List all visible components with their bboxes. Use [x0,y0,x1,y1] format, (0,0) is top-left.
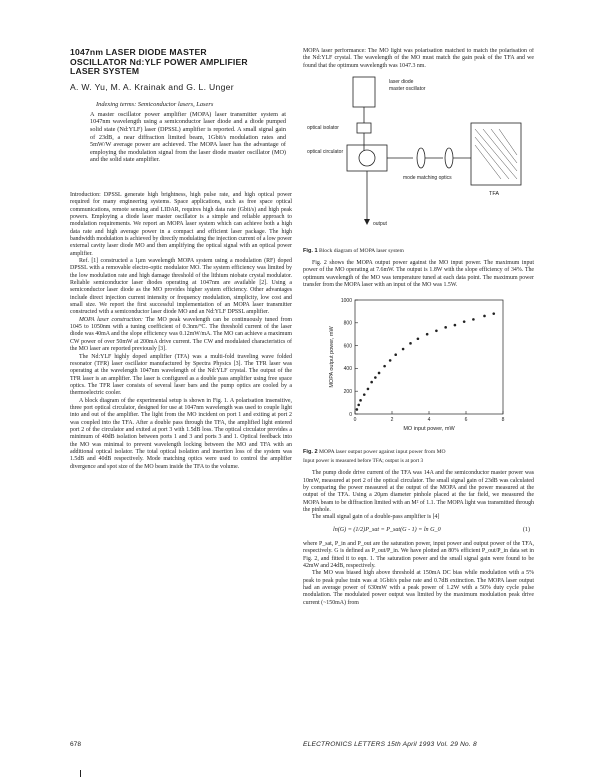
lens-1 [417,148,425,168]
left-paragraph [70,354,292,398]
data-point [472,318,475,321]
data-point [417,338,420,341]
isolator-box [357,123,371,133]
chart-points [356,313,496,411]
data-point [426,333,429,336]
tfa-amplifier [471,123,521,185]
label-tfa: TFA [489,191,500,198]
y-tick-label: 800 [343,321,352,328]
right-body-text-1: Fig. 2 shows the MOPA output power against the MO input power. The maximum input power of the MO operating at 7.6mW. The output is 1.8W with the slope efficiency of 34%. The optimum wavelength of the MO was temperature tuned at each data point. The maximum power transfer from the MOPA laser with an input of the MO was 1.5W. [303,260,534,289]
right-body-text-2b: The small signal gain of a double-pass amplifier is [4] [312,514,440,521]
data-point [483,315,486,318]
x-tick-label: 4 [427,417,431,424]
y-tick-label: 1000 [340,298,352,305]
data-point [444,326,447,329]
figure-2-caption-text: MOPA laser output power against input power from MO [319,449,446,456]
abstract-block [90,101,286,164]
abstract-text: A master oscillator power amplifier (MOPA) laser transmitter system at 1047nm wavelength using a semiconductor laser diode and a diode pumped solid state (Nd:YLF) laser (DPSSL) amplifier is reported. A small signal gain of 23dB, a near diffraction limited beam, 1Gbit/s modulation rates and 5mW/W average power are achieved. The MOPA laser has the advantage of employing the modulation signal from the laser diode master oscillator (MO) and the solid state amplifier. [90,110,286,164]
indexing-terms: Indexing terms: Semiconductor lasers, Lasers [96,100,214,108]
right-body-text-2: The pump diode drive current of the TFA was 14A and the semiconductor master power was 10mW, measured at port 2 of the optical circulator. The small signal gain of 23dB was calculated by comparing the power measured at the output of the MOPA and the power measured at the output of the TFA. Using a 20μm diameter pinhole placed at the far field, we measured the MOPA beam to be diffraction limited with an M² of 1.1. The MOPA light was transmitted through the pinhole. [303,470,534,514]
abstract-spacer [70,164,292,192]
data-point [435,330,438,333]
paragraph-text: A block diagram of the experimental setup is shown in Fig. 1. A polarisation insensitive, three port optical circulator, designed for use at 1047nm wavelength was used to couple light into and out of the amplifier. The light from the MO incident on port 1 and exiting at port 2 was coupled into the TFA. After a double pass through the TFA, the amplified light entered port 2 of the circulator and exited at port 3 with 1.5dB loss. The optical circulator provides a minimum of 40dB isolation between ports 1 and 3 and ports 3 and 1. Optical feedback into the MO was minimal to prevent wavelength locking between the MO and TFA with an additional optical isolator. The total optical isolation and insertion loss of the system was 1.5dB and 40dB respectively. Mode matching optics were used to control the amplifier divergence and spot size of the MO beam inside the TFA to the volume. [70,397,292,470]
paragraph-text: The Nd:YLF highly doped amplifier (TFA) was a multi-fold traveling wave folded resonator (TFR) laser oscillator manufactured by Spectra Physics [3]. The TFR laser was operating at the wavelength 1047nm wavelength of the Nd:YLF crystal. The output of the TFR laser is an amplifier. The laser is configured as a double pass amplifier using free space optics. The TFR laser consists of several laser bars and the pump optics are cooled by a thermoelectric cooler. [70,353,292,397]
left-paragraph [70,192,292,258]
data-point [492,313,495,316]
y-tick-label: 0 [349,412,352,419]
label-optical-isolator: optical isolator [307,125,339,132]
left-body-text [70,192,292,471]
equation-expression: ln(G) = (1/2)P_sat = P_sat(G - 1) = ln G_0 [333,526,441,533]
figure-1-caption-text: Block diagram of MOPA laser system [319,248,404,255]
right-body-text-4: The MO was biased high above threshold at 150mA DC bias while modulation with a 5% peak to peak pulse train was at 1Gbit/s pulse rate and 0.7dB extinction. The MOPA laser output had an average power of 630mW with a peak power of 1.2W with a 50% duty cycle pulse modulation. The modulated power output was limited by the maximum modulation peak drive current (~150mA) from [303,570,534,606]
data-point [357,404,360,407]
figure-2-subcaption: Input power is measured before TFA; output is at port 3 [303,458,424,465]
left-paragraph [70,317,292,354]
data-point [409,342,412,345]
left-paragraph [70,398,292,471]
data-point [463,321,466,324]
label-laser-diode: laser diode [389,79,414,86]
data-point [356,409,359,412]
article-title: 1047nm LASER DIODE MASTER OSCILLATOR Nd:YLF POWER AMPLIFIER LASER SYSTEM [70,48,248,77]
left-column [70,48,292,720]
x-tick-label: 6 [464,417,468,424]
x-tick-label: 2 [390,417,394,424]
equation-1 [303,525,534,538]
data-point [383,365,386,368]
right-body-text-3: where P_sat, P_in and P_out are the saturation power, input power and output power of the TFA, respectively. G is defined as P_out/P_in. We have plotted an 80% efficient P_out/P_in data set in Fig. 2, and fitted it to eqn. 1. The saturation power and the small signal gain were found to be 42mW and 24dB, respectively. [303,540,534,569]
page-number: 678 [70,741,82,748]
label-mode-matching: mode matching optics [403,175,452,182]
equation-number: (1) [522,526,530,533]
label-output: output [373,221,387,228]
data-point [363,394,366,397]
left-paragraph [70,258,292,317]
figure-2 [303,292,534,447]
data-point [359,399,362,402]
figure-1 [303,73,534,246]
chart-y-label: MOPA output power, mW [329,326,335,389]
chart-axes [341,298,505,423]
laser-diode-box [353,77,375,107]
label-master-oscillator: master oscillator [389,86,426,93]
data-point [389,360,392,363]
figure-1-diagram [303,73,534,241]
x-tick-label: 8 [501,417,505,424]
circulator-symbol [359,150,375,166]
x-tick-label: 0 [353,417,357,424]
article-authors: A. W. Yu, M. A. Krainak and G. L. Unger [70,81,234,92]
circulator-box [347,145,387,171]
data-point [454,324,457,327]
figure-2-chart [303,292,534,442]
right-column [303,48,534,720]
figure-1-caption [303,248,534,255]
data-point [374,377,377,380]
lens-2 [445,148,453,168]
y-tick-label: 200 [343,389,352,396]
right-top-text: MOPA laser performance: The MO light was polarisation matched to match the polarisation of the Nd:YLF crystal. The wavelength of the MO must match the gain peak of the TFA and we found that the optimum wavelength was 1047.3 nm. [303,48,534,69]
chart-x-label: MO input power, mW [403,426,455,433]
paragraph-text: Introduction: DPSSL generate high brightness, high pulse rate, and high optical power required for many engineering systems. Space applications, such as free space optical communications, remote sensing and LIDAR, requires high data rate (Gbit/s) and high peak powers. Employing a diode laser master oscillator is a simple and reliable approach to modulation requirements. We report an MOPA laser system which can achieve both a high data rate and high average power in a compact and efficient laser package. The high bandwidth modulation is achieved by directly modulating the injection current of a low power external cavity laser diode MO and then amplifying the optical signal with an optical power amplifier. [70,191,292,257]
y-tick-label: 600 [343,343,352,350]
y-tick-label: 400 [343,366,352,373]
paragraph-text: The MO peak wavelength can be continuously tuned from 1045 to 1050nm with a tuning coefficient of 0.3nm/°C. The threshold current of the laser diode was 40mA and the slope efficiency was 0.12mW/mA. The MO can achieve a maximum CW power of over 50mW at 200mA drive current. The CW and modulated characteristics of the MO laser are reported previously [3]. [70,316,292,353]
label-circulator: optical circulator [307,149,344,156]
data-point [402,348,405,351]
margin-mark [80,770,81,777]
paragraph-heading: MOPA laser construction: [79,316,143,323]
figure-2-caption [303,449,534,456]
journal-footer: ELECTRONICS LETTERS 15th April 1993 Vol. 29 No. 8 [303,741,477,748]
chart-frame [355,300,503,414]
data-point [378,372,381,375]
figure-1-label: Fig. 1 [303,248,318,255]
data-point [394,354,397,357]
paragraph-text: Ref. [1] constructed a 1μm wavelength MOPA system using a modulation (RF) doped DPSSL with a removable electro-optic modulator MO. The system efficiency was limited by the low modulation rate and high damage threshold of the lithium niobate crystal modulator. Reliable semiconductor laser diodes operating at 1047nm are available [2]. Using a semiconductor laser diode as the MO provides higher system efficiency. Other advantages include direct injection current intensity or frequency modulation, simplicity, low cost and small size. We report the first successful implementation of an MOPA laser transmitter constructed with a semiconductor laser diode MO and an Nd:YLF DPSSL amplifier. [70,258,292,316]
data-point [370,381,373,384]
figure-2-label: Fig. 2 [303,449,318,456]
data-point [367,388,370,391]
